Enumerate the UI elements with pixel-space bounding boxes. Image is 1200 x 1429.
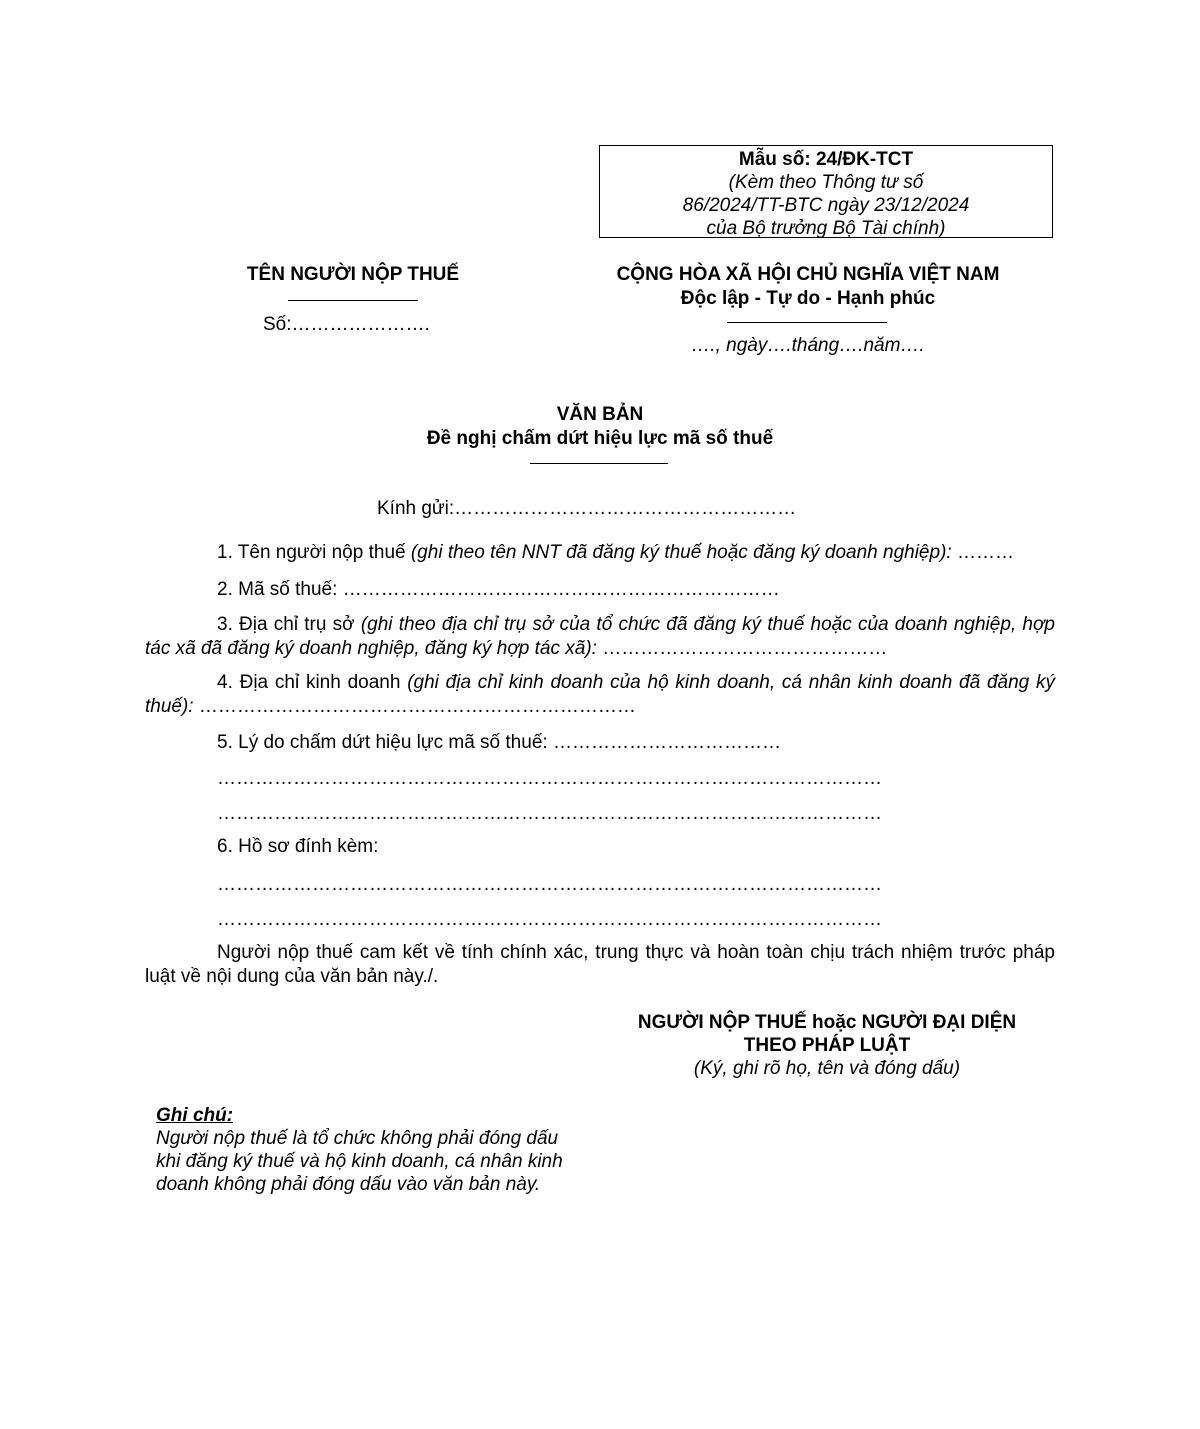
item-fill: …………………………………………………………… (193, 696, 636, 717)
document-subtitle: Đề nghị chấm dứt hiệu lực mã số thuế (426, 428, 774, 449)
taxpayer-name-heading: TÊN NGƯỜI NỘP THUẾ (246, 264, 460, 285)
item-fill: …………………………………………………………… (342, 579, 780, 600)
commitment-paragraph: Người nộp thuế cam kết về tính chính xác, trung thực và hoàn toàn chịu trách nhiệm trước pháp luật về nội dung của văn bản này./. (145, 942, 1055, 987)
date-line: …., ngày….tháng….năm…. (691, 335, 925, 356)
document-number: Số:…………………. (263, 314, 430, 335)
item-label: 2. Mã số thuế: (217, 579, 343, 600)
document-title: VĂN BẢN (556, 404, 644, 425)
dotted-fill-line: …………………………………………………………………………………………… (217, 768, 882, 789)
item-label: 3. Địa chỉ trụ sở (217, 614, 361, 635)
note-heading: Ghi chú: (156, 1105, 234, 1126)
item-label: 4. Địa chỉ kinh doanh (217, 672, 408, 693)
item-fill: ……………………………………… (596, 638, 888, 659)
title-rule (530, 463, 668, 464)
item-label: 1. Tên người nộp thuế (217, 542, 411, 563)
item-note: (ghi theo địa chỉ trụ sở của tổ chức đã đăng ký thuế hoặc của doanh nghiệp, hợp tác xã đã đăng ký doanh nghiệp, đăng ký hợp tác xã): (145, 614, 1056, 659)
dotted-fill-line: …………………………………………………………………………………………… (217, 909, 882, 930)
circular-reference-line3: của Bộ trưởng Bộ Tài chính) (706, 218, 946, 239)
note-line2: khi đăng ký thuế và hộ kinh doanh, cá nhân kinh (156, 1151, 563, 1172)
note-line3: doanh không phải đóng dấu vào văn bản này. (156, 1174, 541, 1195)
item-attached-documents (145, 835, 1055, 859)
signature-instruction: (Ký, ghi rõ họ, tên và đóng dấu) (693, 1058, 961, 1079)
item-business-address (145, 671, 1055, 719)
item-fill: ……… (951, 542, 1014, 563)
circular-reference-line1: (Kèm theo Thông tư số (728, 172, 924, 193)
left-header-rule (288, 300, 418, 301)
motto-rule (727, 322, 887, 323)
circular-reference-line2: 86/2024/TT-BTC ngày 23/12/2024 (682, 195, 970, 216)
item-note: (ghi địa chỉ kinh doanh của hộ kinh doanh, cá nhân kinh doanh đã đăng ký thuế): (145, 672, 1055, 717)
item-label: 6. Hồ sơ đính kèm: (217, 836, 379, 857)
item-tax-code (145, 578, 1055, 602)
form-number: Mẫu số: 24/ĐK-TCT (738, 149, 914, 170)
dotted-fill-line: …………………………………………………………………………………………… (217, 874, 882, 895)
country-name: CỘNG HÒA XÃ HỘI CHỦ NGHĨA VIỆT NAM (616, 264, 1000, 285)
signature-title-line1: NGƯỜI NỘP THUẾ hoặc NGƯỜI ĐẠI DIỆN (637, 1012, 1017, 1033)
item-termination-reason (145, 731, 1055, 755)
item-head-office-address (145, 613, 1055, 661)
note-line1: Người nộp thuế là tổ chức không phải đóng dấu (156, 1128, 559, 1149)
form-number-box (599, 145, 1053, 238)
item-label: 5. Lý do chấm dứt hiệu lực mã số thuế: (217, 732, 553, 753)
item-fill: ……………………………… (552, 732, 781, 753)
item-taxpayer-name (145, 541, 1055, 565)
recipient-line: Kính gửi:……………………………………………… (377, 498, 797, 519)
national-motto: Độc lập - Tự do - Hạnh phúc (680, 288, 936, 309)
dotted-fill-line: …………………………………………………………………………………………… (217, 803, 882, 824)
item-note: (ghi theo tên NNT đã đăng ký thuế hoặc đăng ký doanh nghiệp): (410, 542, 952, 563)
signature-title-line2: THEO PHÁP LUẬT (743, 1035, 911, 1056)
